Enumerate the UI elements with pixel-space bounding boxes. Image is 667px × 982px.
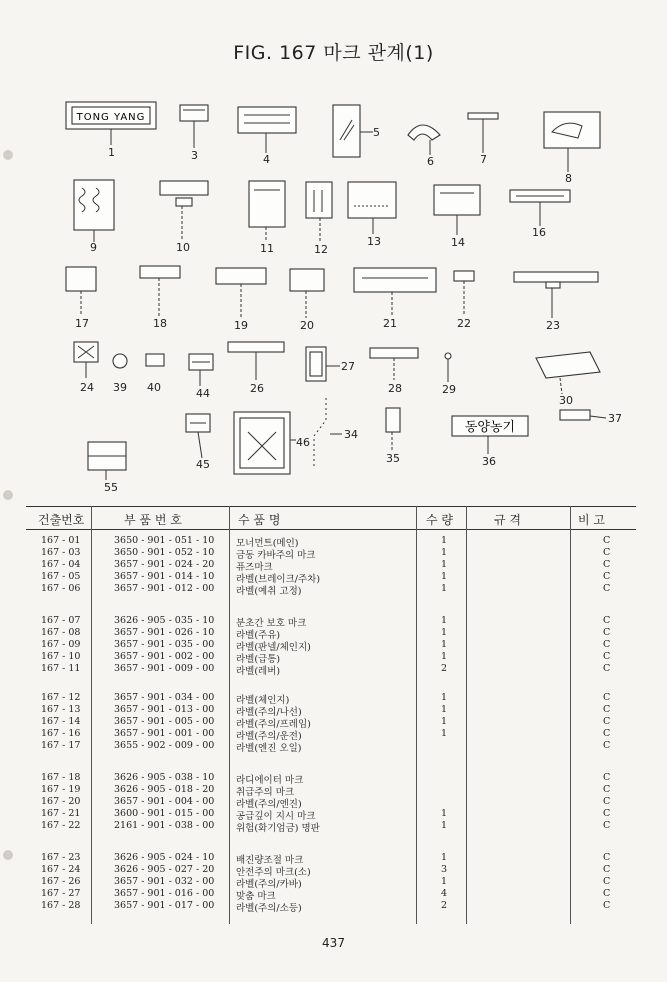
part-no-cell: 3657 - 901 - 013 - 00	[114, 704, 215, 716]
ref-no-cell: 167 - 09	[41, 639, 81, 651]
col-header-spec: 규 격	[494, 513, 521, 527]
part-no-cell: 3657 - 901 - 035 - 00	[114, 639, 215, 651]
remarks-cell: C	[603, 716, 611, 728]
callout-19: 19	[234, 319, 248, 332]
callout-26: 26	[250, 382, 264, 395]
part-11	[249, 181, 285, 242]
part-27	[306, 347, 340, 381]
remarks-cell: C	[603, 692, 611, 703]
part-name-cell: 라벨(브레이크/주차)	[236, 574, 321, 586]
callout-21: 21	[383, 317, 397, 330]
ref-no-cell: 167 - 20	[41, 796, 81, 808]
part-no-cell: 3626 - 905 - 027 - 20	[114, 864, 215, 876]
ref-no-cell: 167 - 04	[41, 559, 81, 571]
part-34	[314, 398, 342, 466]
column-divider	[416, 506, 417, 924]
remarks-cell: C	[603, 820, 611, 832]
qty-cell: 1	[441, 583, 448, 595]
part-no-cell: 3657 - 901 - 005 - 00	[114, 716, 215, 728]
remarks-cell: C	[603, 651, 611, 663]
part-35	[386, 408, 400, 450]
callout-20: 20	[300, 319, 314, 332]
part-26	[228, 342, 284, 380]
qty-cell: 1	[441, 615, 448, 626]
ref-no-cell: 167 - 05	[41, 571, 81, 583]
ref-no-cell: 167 - 03	[41, 547, 81, 559]
part-no-cell: 3657 - 901 - 014 - 10	[114, 571, 215, 583]
qty-cell: 1	[441, 716, 448, 728]
part-no-cell: 3626 - 905 - 024 - 10	[114, 852, 215, 863]
ref-no-cell: 167 - 17	[41, 740, 81, 752]
remarks-cell: C	[603, 627, 611, 639]
part-no-cell: 3657 - 901 - 002 - 00	[114, 651, 215, 663]
part-18	[140, 266, 180, 316]
col-header-remarks: 비 고	[578, 513, 605, 527]
part-name-cell: 라벨(주의/프레임)	[236, 719, 311, 731]
part-name-cell: 취급주의 마크	[236, 787, 295, 799]
qty-cell: 1	[441, 728, 448, 740]
callout-labels	[75, 126, 622, 494]
part-no-cell: 3650 - 901 - 052 - 10	[114, 547, 215, 559]
part-14	[434, 185, 480, 235]
part-name-cell: 라벨(급통)	[236, 654, 281, 666]
part-no-cell: 3655 - 902 - 009 - 00	[114, 740, 215, 752]
ref-no-cell: 167 - 08	[41, 627, 81, 639]
figure-title: FIG. 167 마크 관계(1)	[233, 42, 434, 64]
part-no-cell: 3657 - 901 - 012 - 00	[114, 583, 215, 595]
remarks-cell: C	[603, 740, 611, 752]
callout-44: 44	[196, 387, 210, 400]
part-name-cell: 배진량조절 마크	[236, 855, 304, 866]
part-28	[370, 348, 418, 380]
part-8	[544, 112, 600, 172]
column-divider	[229, 506, 230, 924]
ref-no-cell: 167 - 22	[41, 820, 81, 832]
part-3	[180, 105, 208, 148]
callout-10: 10	[176, 241, 190, 254]
callout-22: 22	[457, 317, 471, 330]
callout-9: 9	[90, 241, 97, 254]
ref-no-cell: 167 - 13	[41, 704, 81, 716]
column-divider	[91, 506, 92, 924]
part-9	[74, 180, 114, 242]
qty-cell: 1	[441, 627, 448, 639]
callout-8: 8	[565, 172, 572, 185]
part-17	[66, 267, 96, 316]
part-no-cell: 3657 - 901 - 004 - 00	[114, 796, 215, 808]
part-12	[306, 182, 332, 242]
callout-24: 24	[80, 381, 94, 394]
part-23	[514, 272, 598, 318]
part-no-cell: 3657 - 901 - 016 - 00	[114, 888, 215, 900]
part-29	[445, 353, 451, 382]
part-no-cell: 3657 - 901 - 009 - 00	[114, 663, 215, 675]
part-37	[560, 410, 606, 420]
part-39	[113, 354, 127, 368]
callout-7: 7	[480, 153, 487, 166]
part-name-cell: 분초간 보호 마크	[236, 618, 307, 629]
qty-cell: 1	[441, 559, 448, 571]
remarks-cell: C	[603, 547, 611, 559]
ref-no-cell: 167 - 07	[41, 615, 81, 626]
column-divider	[466, 506, 467, 924]
part-46	[234, 412, 296, 474]
remarks-cell: C	[603, 704, 611, 716]
part-55	[88, 442, 126, 480]
part-name-cell: 라벨(주의/나선)	[236, 707, 302, 719]
part-no-cell: 3650 - 901 - 051 - 10	[114, 535, 215, 546]
part-40	[146, 354, 164, 366]
part-5	[333, 105, 373, 157]
remarks-cell: C	[603, 796, 611, 808]
part-no-cell: 3657 - 901 - 017 - 00	[114, 900, 215, 912]
qty-cell: 2	[441, 663, 448, 675]
callout-3: 3	[191, 149, 198, 162]
part-21	[354, 268, 436, 316]
callout-17: 17	[75, 317, 89, 330]
part-no-cell: 3657 - 901 - 026 - 10	[114, 627, 215, 639]
callout-35: 35	[386, 452, 400, 465]
qty-cell: 3	[441, 864, 448, 876]
callout-28: 28	[388, 382, 402, 395]
qty-cell: 1	[441, 651, 448, 663]
remarks-cell: C	[603, 663, 611, 675]
part-name-cell: 라벨(엔진 오일)	[236, 743, 302, 755]
part-1-tong-yang-plate	[66, 102, 156, 145]
qty-cell: 1	[441, 571, 448, 583]
callout-39: 39	[113, 381, 127, 394]
remarks-cell: C	[603, 639, 611, 651]
ref-no-cell: 167 - 01	[41, 535, 81, 546]
table-header	[26, 506, 636, 530]
part-name-cell: 라벨(체인지)	[236, 695, 290, 706]
part-36-dong-yang-plate	[452, 416, 528, 454]
tong-yang-label: TONG YANG	[76, 112, 146, 123]
part-no-cell: 2161 - 901 - 038 - 00	[114, 820, 215, 832]
ref-no-cell: 167 - 06	[41, 583, 81, 595]
part-name-cell: 라벨(주의/카바)	[236, 879, 302, 891]
part-name-cell: 위험(화기엄금) 명판	[236, 823, 320, 835]
part-no-cell: 3657 - 901 - 034 - 00	[114, 692, 215, 703]
qty-cell: 4	[441, 888, 448, 900]
callout-23: 23	[546, 319, 560, 332]
ref-no-cell: 167 - 19	[41, 784, 81, 796]
ref-no-cell: 167 - 24	[41, 864, 81, 876]
part-name-cell: 라벨(판넬/체인지)	[236, 642, 311, 654]
part-30	[536, 352, 600, 394]
remarks-cell: C	[603, 864, 611, 876]
page-number: 437	[322, 936, 345, 950]
ref-no-cell: 167 - 27	[41, 888, 81, 900]
callout-1: 1	[108, 146, 115, 159]
part-name-cell: 라벨(예취 고정)	[236, 586, 302, 598]
qty-cell: 1	[441, 535, 448, 546]
part-name-cell: 금동 카바주의 마크	[236, 550, 316, 562]
callout-18: 18	[153, 317, 167, 330]
callout-6: 6	[427, 155, 434, 168]
ref-no-cell: 167 - 26	[41, 876, 81, 888]
qty-cell: 1	[441, 547, 448, 559]
part-no-cell: 3626 - 905 - 018 - 20	[114, 784, 215, 796]
part-22	[454, 271, 474, 316]
callout-16: 16	[532, 226, 546, 239]
part-19	[216, 268, 266, 318]
part-name-cell: 라벨(주의/엔진)	[236, 799, 302, 811]
part-6	[408, 125, 440, 155]
qty-cell: 1	[441, 704, 448, 716]
part-no-cell: 3657 - 901 - 001 - 00	[114, 728, 215, 740]
remarks-cell: C	[603, 900, 611, 912]
remarks-cell: C	[603, 615, 611, 626]
col-header-part-name: 수 품 명	[238, 513, 281, 527]
callout-40: 40	[147, 381, 161, 394]
part-name-cell: 공급깊이 지시 마크	[236, 811, 316, 823]
part-no-cell: 3657 - 901 - 024 - 20	[114, 559, 215, 571]
callout-55: 55	[104, 481, 118, 494]
ref-no-cell: 167 - 18	[41, 772, 81, 783]
remarks-cell: C	[603, 571, 611, 583]
remarks-cell: C	[603, 559, 611, 571]
part-45	[186, 414, 210, 458]
ref-no-cell: 167 - 21	[41, 808, 81, 820]
part-20	[290, 269, 324, 318]
dong-yang-label: 동양농기	[464, 420, 516, 435]
part-name-cell: 퓨즈마크	[236, 562, 273, 574]
col-header-ref-no: 건출번호	[38, 513, 85, 527]
part-name-cell: 안전주의 마크(소)	[236, 867, 311, 879]
remarks-cell: C	[603, 535, 611, 546]
callout-29: 29	[442, 383, 456, 396]
callout-11: 11	[260, 242, 274, 255]
part-4	[238, 107, 296, 153]
column-divider	[570, 506, 571, 924]
remarks-cell: C	[603, 808, 611, 820]
part-name-cell: 라벨(주의/운전)	[236, 731, 302, 743]
callout-45: 45	[196, 458, 210, 471]
ref-no-cell: 167 - 11	[41, 663, 81, 675]
qty-cell: 1	[441, 692, 448, 703]
part-name-cell: 라디에이터 마크	[236, 775, 304, 786]
part-name-cell: 맞춤 마크	[236, 891, 276, 903]
ref-no-cell: 167 - 28	[41, 900, 81, 912]
part-no-cell: 3626 - 905 - 035 - 10	[114, 615, 215, 626]
col-header-qty: 수 량	[426, 513, 453, 527]
callout-46: 46	[296, 436, 310, 449]
remarks-cell: C	[603, 728, 611, 740]
callout-4: 4	[263, 153, 270, 166]
part-name-cell: 라벨(주의/소등)	[236, 903, 302, 915]
part-no-cell: 3626 - 905 - 038 - 10	[114, 772, 215, 783]
qty-cell: 1	[441, 808, 448, 820]
ref-no-cell: 167 - 14	[41, 716, 81, 728]
part-name-cell: 라벨(레버)	[236, 666, 281, 678]
binder-hole	[3, 850, 13, 860]
callout-5: 5	[373, 126, 380, 139]
part-7	[468, 113, 498, 153]
remarks-cell: C	[603, 876, 611, 888]
part-10	[160, 181, 208, 240]
ref-no-cell: 167 - 16	[41, 728, 81, 740]
part-no-cell: 3600 - 901 - 015 - 00	[114, 808, 215, 820]
part-no-cell: 3657 - 901 - 032 - 00	[114, 876, 215, 888]
qty-cell: 1	[441, 852, 448, 863]
col-header-part-no: 부 품 번 호	[124, 513, 182, 527]
callout-13: 13	[367, 235, 381, 248]
qty-cell: 1	[441, 639, 448, 651]
part-44	[189, 354, 213, 386]
remarks-cell: C	[603, 852, 611, 863]
part-13	[348, 182, 396, 234]
qty-cell: 1	[441, 876, 448, 888]
callout-30: 30	[559, 394, 573, 407]
part-name-cell: 라벨(주유)	[236, 630, 281, 642]
remarks-cell: C	[603, 583, 611, 595]
callout-14: 14	[451, 236, 465, 249]
ref-no-cell: 167 - 10	[41, 651, 81, 663]
remarks-cell: C	[603, 784, 611, 796]
qty-cell: 2	[441, 900, 448, 912]
callout-37: 37	[608, 412, 622, 425]
callout-27: 27	[341, 360, 355, 373]
part-16	[510, 190, 570, 226]
remarks-cell: C	[603, 772, 611, 783]
callout-34: 34	[344, 428, 358, 441]
callout-36: 36	[482, 455, 496, 468]
ref-no-cell: 167 - 12	[41, 692, 81, 703]
callout-12: 12	[314, 243, 328, 256]
remarks-cell: C	[603, 888, 611, 900]
part-name-cell: 모너먼트(메인)	[236, 538, 299, 549]
part-24	[74, 342, 98, 378]
qty-cell: 1	[441, 820, 448, 832]
ref-no-cell: 167 - 23	[41, 852, 81, 863]
